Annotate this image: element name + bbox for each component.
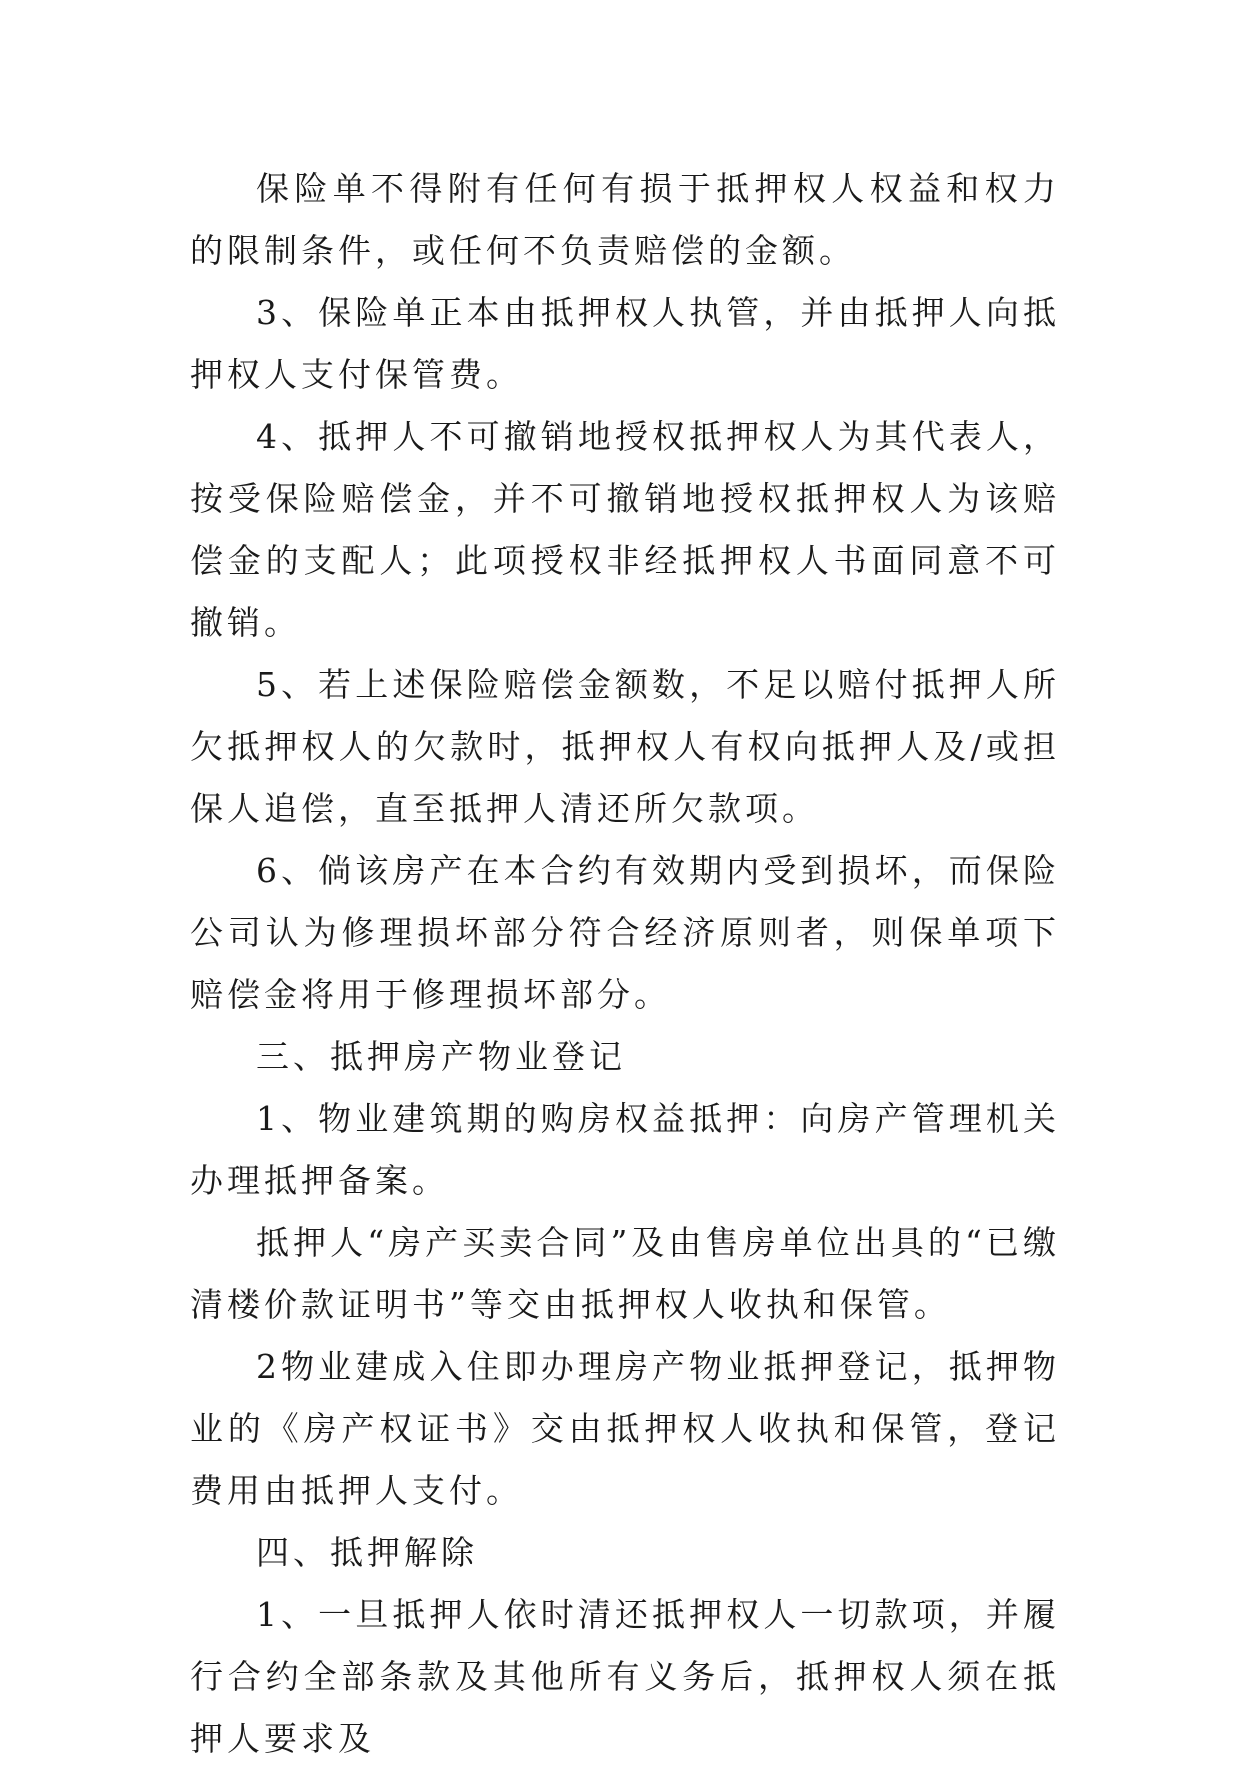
paragraph-clause-5: 5、若上述保险赔偿金额数，不足以赔付抵押人所欠抵押权人的欠款时，抵押权人有权向抵押人及/或担保人追偿，直至抵押人清还所欠款项。: [190, 665, 1060, 828]
paragraph-clause-3: 3、保险单正本由抵押权人执管，并由抵押人向抵押权人支付保管费。: [190, 293, 1060, 394]
section-heading-registration: 三、抵押房产物业登记: [256, 1037, 626, 1076]
document-body: [190, 158, 1060, 1770]
paragraph-registration-2: 2物业建成入住即办理房产物业抵押登记，抵押物业的《房产权证书》交由抵押权人收执和保管，登记费用由抵押人支付。: [190, 1347, 1060, 1510]
paragraph-clause-6: 6、倘该房产在本合约有效期内受到损坏，而保险公司认为修理损坏部分符合经济原则者，则保单项下赔偿金将用于修理损坏部分。: [190, 851, 1060, 1014]
paragraph-clause-4: 4、抵押人不可撤销地授权抵押权人为其代表人，按受保险赔偿金，并不可撤销地授权抵押权人为该赔偿金的支配人；此项授权非经抵押权人书面同意不可撤销。: [190, 417, 1060, 642]
paragraph-insurance-conditions: 保险单不得附有任何有损于抵押权人权益和权力的限制条件，或任何不负责赔偿的金额。: [190, 169, 1060, 270]
paragraph-registration-1: 1、物业建筑期的购房权益抵押：向房产管理机关办理抵押备案。: [190, 1099, 1060, 1200]
paragraph-release-1: 1、一旦抵押人依时清还抵押权人一切款项，并履行合约全部条款及其他所有义务后，抵押权人须在抵押人要求及: [190, 1595, 1060, 1758]
paragraph-registration-documents: 抵押人“房产买卖合同”及由售房单位出具的“已缴清楼价款证明书”等交由抵押权人收执和保管。: [190, 1223, 1060, 1324]
section-heading-release: 四、抵押解除: [256, 1533, 478, 1572]
